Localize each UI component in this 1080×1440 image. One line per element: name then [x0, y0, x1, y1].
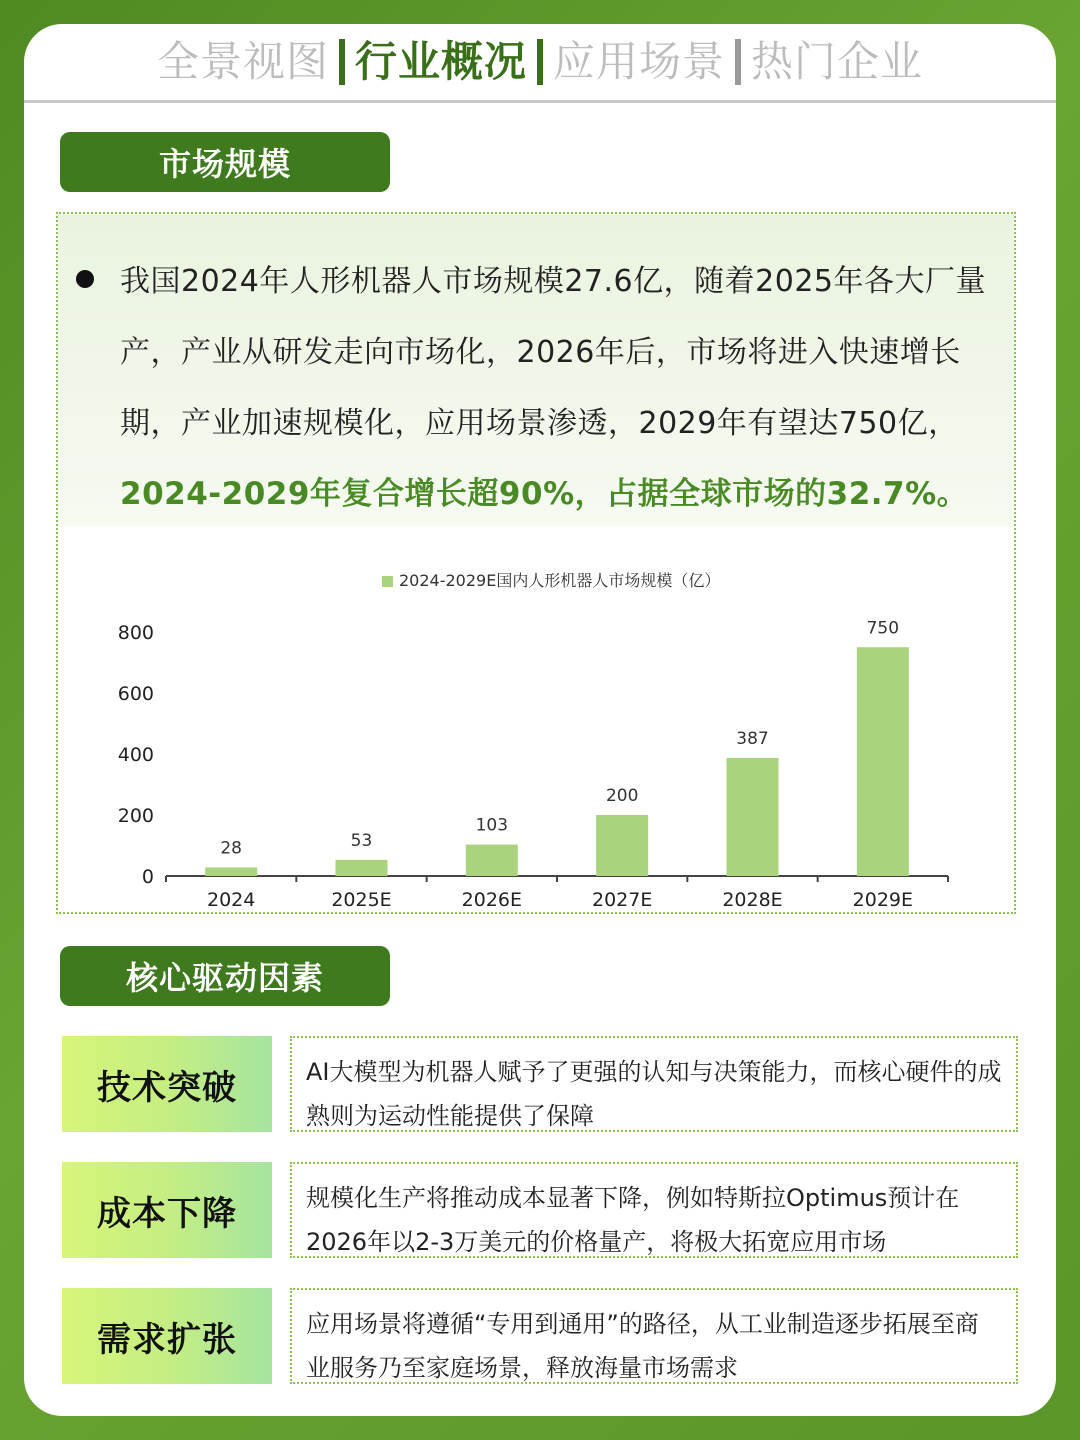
driver-desc-demand: 应用场景将遵循“专用到通用”的路径，从工业制造逐步拓展至商业服务乃至家庭场景，释放海量市场需求	[290, 1288, 1018, 1384]
driver-title-cost: 成本下降	[62, 1162, 272, 1258]
bar-2029E	[857, 647, 909, 876]
data-label-2028E: 387	[736, 728, 769, 749]
bar-chart-svg	[58, 526, 1014, 916]
x-tick-label-2027E: 2027E	[591, 889, 653, 911]
driver-title-tech: 技术突破	[62, 1036, 272, 1132]
market-intro-text	[120, 246, 1020, 530]
data-label-2026E: 103	[475, 815, 509, 836]
data-label-2029E: 750	[866, 618, 900, 639]
bar-2027E	[596, 815, 648, 876]
data-label-2025E: 53	[350, 830, 373, 851]
core-drivers-heading: 核心驱动因素	[60, 946, 390, 1006]
tab-overview[interactable]: 全景视图	[156, 37, 329, 86]
market-size-panel	[56, 212, 1016, 914]
driver-desc-tech: AI大模型为机器人赋予了更强的认知与决策能力，而核心硬件的成熟则为运动性能提供了保障	[290, 1036, 1018, 1132]
y-tick-label: 0	[141, 866, 154, 888]
tab-application-scenarios[interactable]: 应用场景	[553, 37, 726, 86]
x-tick-label-2025E: 2025E	[331, 889, 392, 911]
legend-swatch	[382, 576, 393, 587]
bar-2028E	[727, 758, 779, 876]
bullet-icon	[76, 270, 94, 288]
y-tick-label: 800	[117, 622, 154, 644]
x-tick-label-2026E: 2026E	[461, 889, 523, 911]
section-tabs	[24, 24, 1056, 103]
driver-title-demand: 需求扩张	[62, 1288, 272, 1384]
data-label-2024: 28	[220, 838, 242, 859]
y-tick-label: 400	[117, 744, 154, 766]
y-tick-label: 200	[117, 805, 154, 827]
market-size-chart	[58, 526, 1014, 916]
driver-desc-cost: 规模化生产将推动成本显著下降，例如特斯拉Optimus预计在2026年以2-3万美元的价格量产，将极大拓宽应用市场	[290, 1162, 1018, 1258]
bar-2024	[205, 867, 257, 876]
x-tick-label-2028E: 2028E	[722, 889, 783, 911]
bar-2025E	[336, 860, 388, 876]
content-card	[24, 24, 1056, 1416]
data-label-2027E: 200	[605, 786, 639, 806]
tab-popular-companies[interactable]: 热门企业	[751, 37, 924, 86]
y-tick-label: 600	[117, 683, 154, 705]
x-tick-label-2029E: 2029E	[852, 889, 914, 911]
market-intro	[58, 214, 1014, 526]
x-tick-label-2024: 2024	[206, 889, 256, 911]
market-intro-highlight: 2024-2029年复合增长超90%，占据全球市场的32.7%。	[120, 476, 969, 512]
market-intro-body: 我国2024年人形机器人市场规模27.6亿，随着2025年各大厂量产，产业从研发走向市场化，2026年后，市场将进入快速增长期，产业加速规模化，应用场景渗透，2029年有望达750亿，	[120, 264, 986, 441]
legend-label: 2024-2029E国内人形机器人市场规模（亿）	[399, 571, 721, 590]
bar-2026E	[466, 845, 518, 876]
market-size-heading: 市场规模	[60, 132, 390, 192]
tab-industry-overview[interactable]: 行业概况	[354, 37, 527, 86]
